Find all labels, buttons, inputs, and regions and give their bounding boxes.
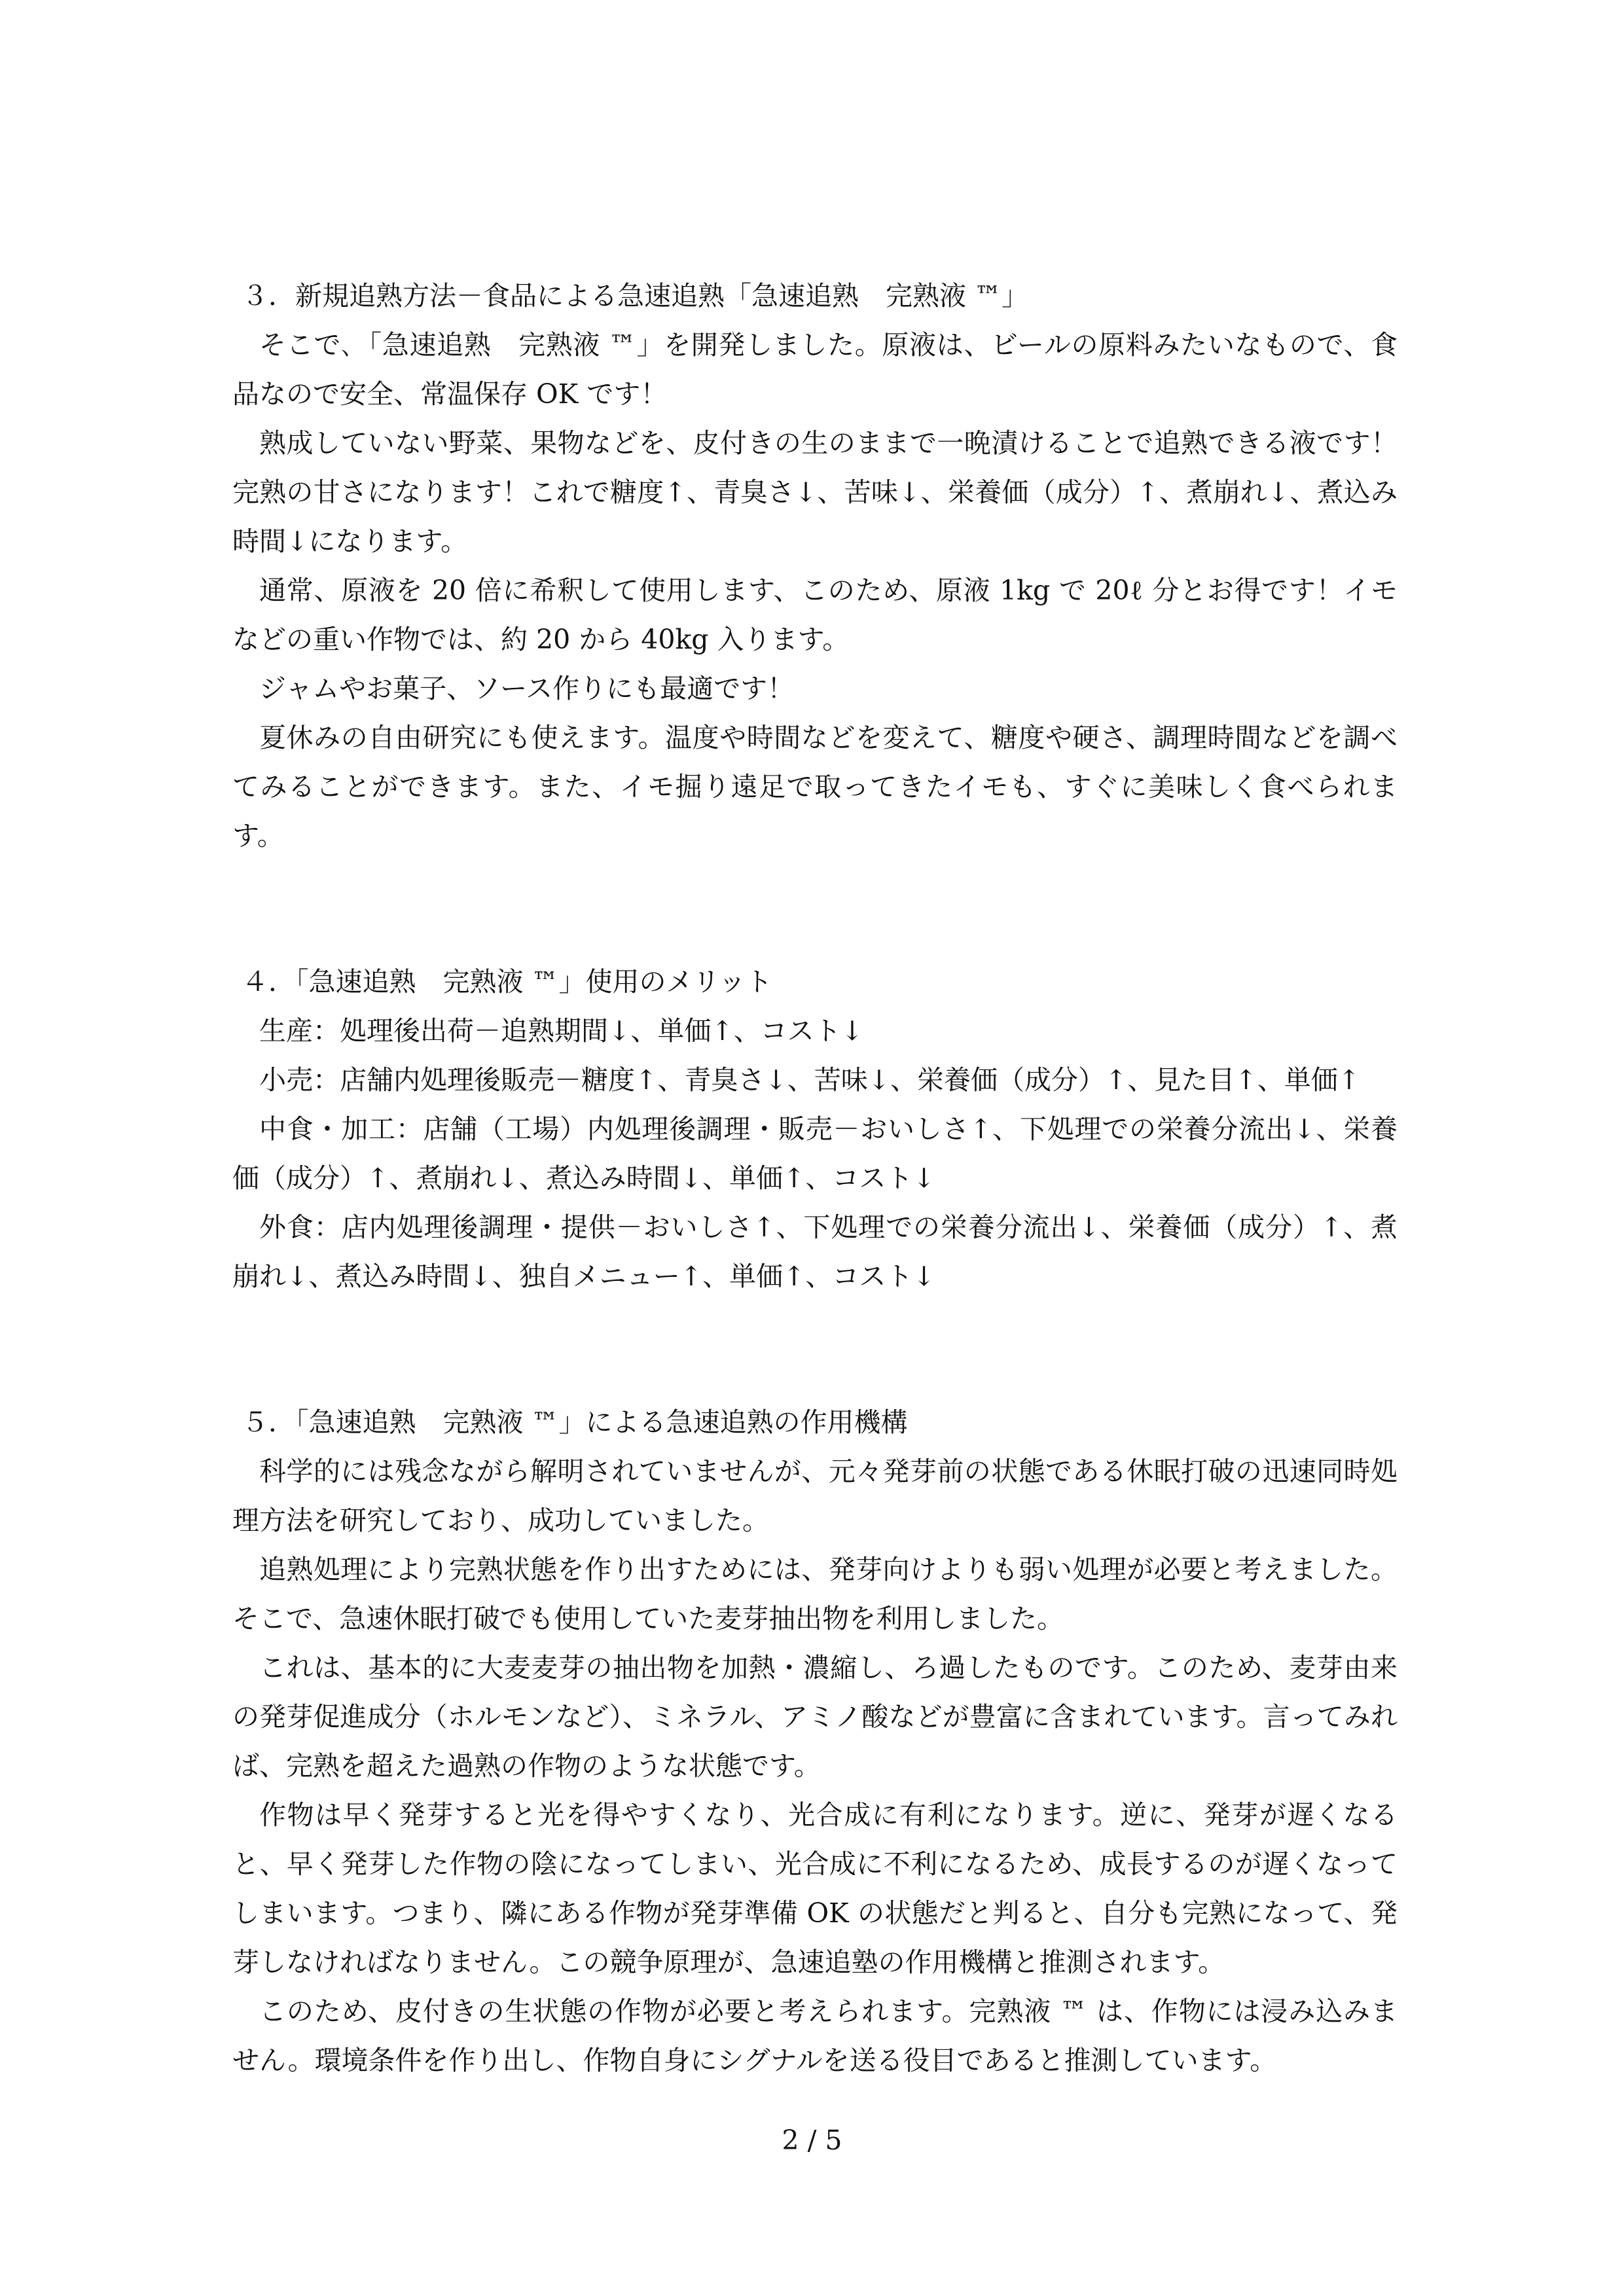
merit-retail: 小売：店舗内処理後販売－糖度↑、青臭さ↓、苦味↓、栄養価（成分）↑、見た目↑、単価↑ — [259, 1064, 1361, 1096]
section-3-new-ripening-method — [232, 272, 1398, 861]
page-number: 2 / 5 — [782, 2125, 842, 2156]
section-5-mechanism — [232, 1398, 1398, 2085]
paragraph: 科学的には残念ながら解明されていませんが、元々発芽前の状態である休眠打破の迅速同時処理方法を研究しており、成功していました。 — [232, 1456, 1398, 1536]
paragraph: 熟成していない野菜、果物などを、皮付きの生のままで一晩漬けることで追熟できる液です！完熟の甘さになります！これで糖度↑、青臭さ↓、苦味↓、栄養価（成分）↑、煮崩れ↓、煮込み時間↓になります。 — [232, 427, 1398, 557]
paragraph: 夏休みの自由研究にも使えます。温度や時間などを変えて、糖度や硬さ、調理時間などを調べてみることができます。また、イモ掘り遠足で取ってきたイモも、すぐに美味しく食べられます。 — [232, 722, 1398, 852]
section-heading: ４．「急速追熟 完熟液 ™」使用のメリット — [242, 966, 772, 997]
merit-prepared-food: 中食・加工：店舗（工場）内処理後調理・販売－おいしさ↑、下処理での栄養分流出↓、栄養価（成分）↑、煮崩れ↓、煮込み時間↓、単価↑、コスト↓ — [232, 1113, 1398, 1194]
paragraph: ジャムやお菓子、ソース作りにも最適です！ — [259, 673, 795, 704]
section-4-merits — [232, 958, 1398, 1301]
paragraph: 通常、原液を 20 倍に希釈して使用します、このため、原液 1kg で 20ℓ 分とお得です！イモなどの重い作物では、約 20 から 40kg 入ります。 — [232, 575, 1398, 655]
paragraph: 作物は早く発芽すると光を得やすくなり、光合成に有利になります。逆に、発芽が遅くなると、早く発芽した作物の陰になってしまい、光合成に不利になるため、成長するのが遅くなってしまいます。つまり、隣にある作物が発芽準備 OK の状態だと判ると、自分も完熟になって、発芽しなければなりません。この競争原理が、急速追塾の作用機構と推測されます。 — [232, 1799, 1398, 1978]
section-heading: ３．新規追熟方法－食品による急速追熟「急速追熟 完熟液 ™」 — [242, 280, 1029, 312]
paragraph: このため、皮付きの生状態の作物が必要と考えられます。完熟液 ™ は、作物には浸み込みません。環境条件を作り出し、作物自身にシグナルを送る役目であると推測しています。 — [232, 1996, 1398, 2076]
paragraph: 追熟処理により完熟状態を作り出すためには、発芽向けよりも弱い処理が必要と考えました。そこで、急速休眠打破でも使用していた麦芽抽出物を利用しました。 — [232, 1554, 1398, 1634]
merit-dining-out: 外食：店内処理後調理・提供－おいしさ↑、下処理での栄養分流出↓、栄養価（成分）↑、煮崩れ↓、煮込み時間↓、独自メニュー↑、単価↑、コスト↓ — [232, 1211, 1398, 1292]
merit-production: 生産：処理後出荷－追熟期間↓、単価↑、コスト↓ — [259, 1015, 864, 1047]
paragraph: そこで､「急速追熟 完熟液 ™」を開発しました。原液は、ビールの原料みたいなもので、食品なので安全、常温保存 OK です！ — [232, 329, 1398, 410]
document-body — [232, 272, 1398, 2085]
paragraph: これは、基本的に大麦麦芽の抽出物を加熱・濃縮し、ろ過したものです。このため、麦芽由来の発芽促進成分（ホルモンなど）、ミネラル、アミノ酸などが豊富に含まれています。言ってみれば、完熟を超えた過熟の作物のような状態です。 — [232, 1652, 1398, 1782]
section-heading: ５．「急速追熟 完熟液 ™」による急速追熟の作用機構 — [242, 1407, 908, 1438]
